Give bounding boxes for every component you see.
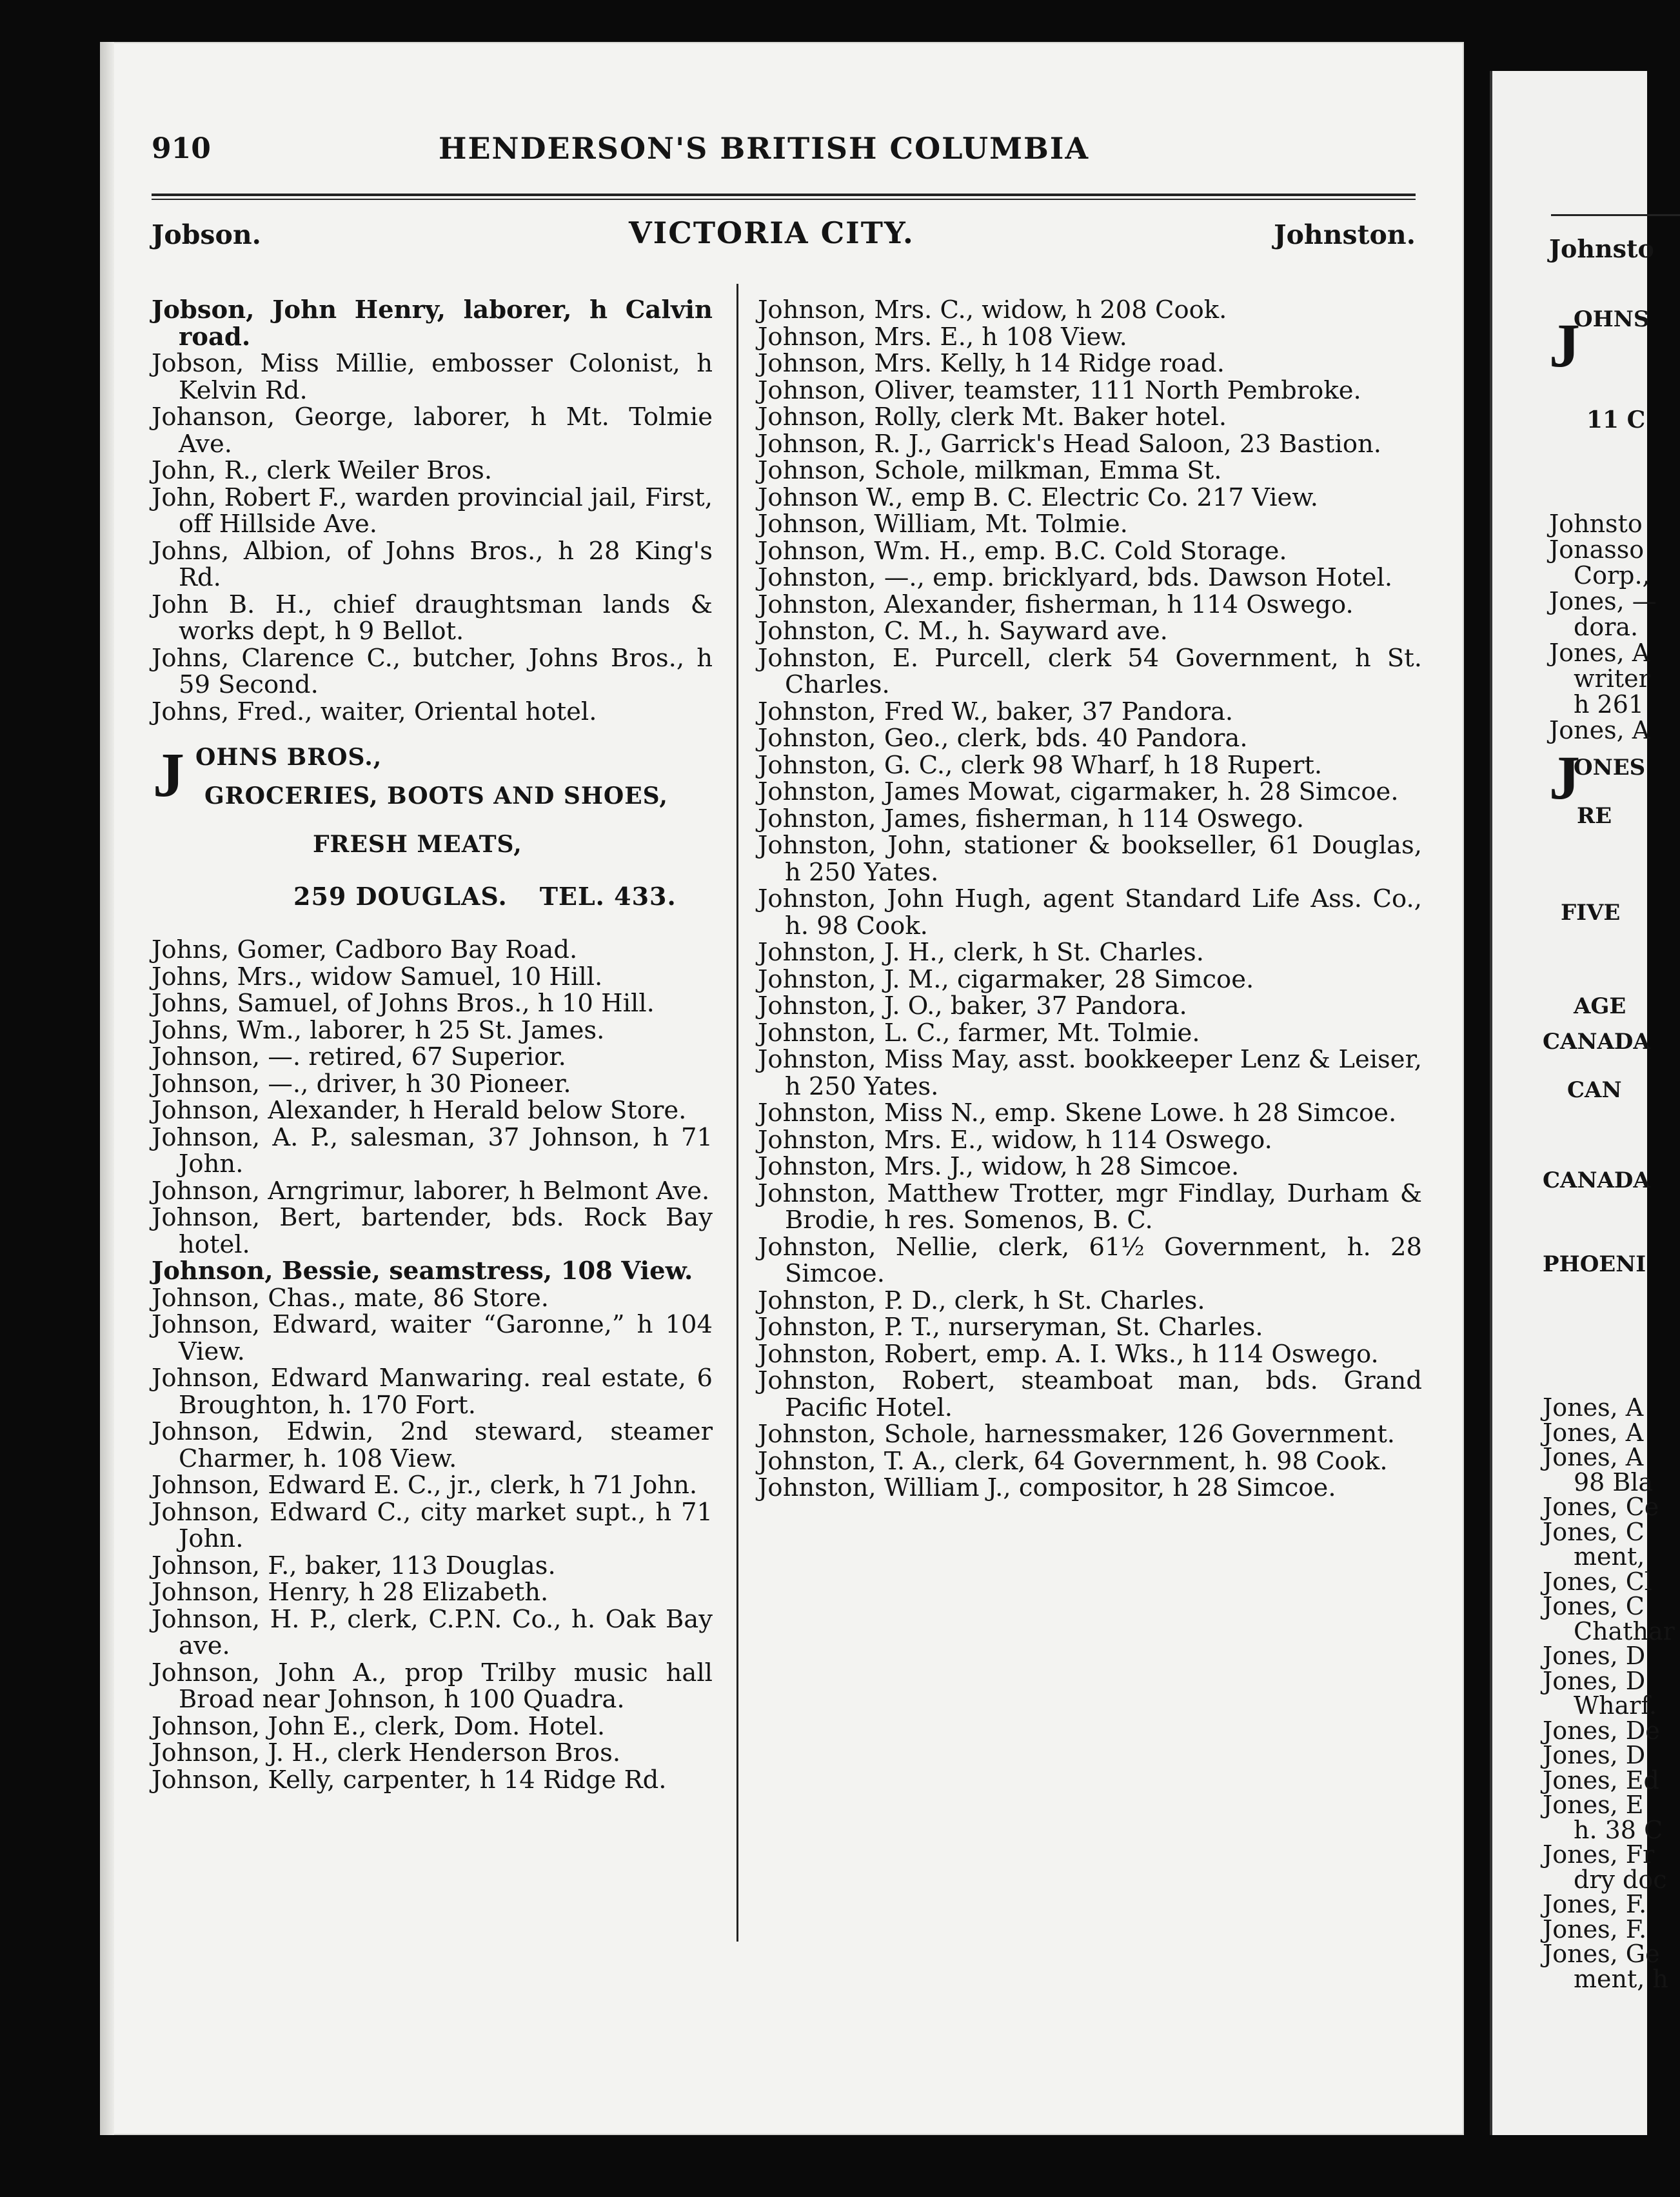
left-entries-top bbox=[152, 297, 713, 725]
directory-entry: Johnston, J. H., clerk, h St. Charles. bbox=[758, 938, 1205, 967]
directory-entry: Johns, Mrs., widow Samuel, 10 Hill. bbox=[152, 962, 603, 991]
directory-entry: Johnston, Robert, emp. A. I. Wks., h 114 Oswego. bbox=[758, 1339, 1379, 1369]
directory-entry: Jobson, John Henry, laborer, h Calvin road. bbox=[152, 295, 713, 352]
johns-bros-advertisement bbox=[152, 738, 713, 925]
directory-entry: Johnson, —. retired, 67 Superior. bbox=[152, 1042, 566, 1071]
directory-entry: Johnston, P. D., clerk, h St. Charles. bbox=[758, 1286, 1205, 1315]
next-page-fragment: Jones, Cl bbox=[1543, 1567, 1652, 1596]
directory-entry: John, R., clerk Weiler Bros. bbox=[152, 456, 493, 485]
directory-entry: John, Robert F., warden provincial jail, First, off Hillside Ave. bbox=[152, 482, 713, 539]
next-page-fragment: writer bbox=[1574, 664, 1650, 693]
directory-entry: Johnston, William J., compositor, h 28 Simcoe. bbox=[758, 1473, 1336, 1502]
directory-entry: Johnson, John A., prop Trilby music hall Broad near Johnson, h 100 Quadra. bbox=[152, 1658, 713, 1714]
ad-initial: J bbox=[153, 741, 184, 810]
next-page-fragment: Corp., bbox=[1574, 561, 1650, 590]
directory-entry: Johnston, John Hugh, agent Standard Life Ass. Co., h. 98 Cook. bbox=[758, 884, 1422, 940]
directory-entry: Johnson W., emp B. C. Electric Co. 217 View. bbox=[758, 482, 1318, 512]
directory-entry: Johns, Wm., laborer, h 25 St. James. bbox=[152, 1015, 605, 1045]
directory-entry: Johnson, Mrs. Kelly, h 14 Ridge road. bbox=[758, 349, 1225, 378]
directory-entry: Johnson, R. J., Garrick's Head Saloon, 23 Bastion. bbox=[758, 429, 1382, 459]
next-ad2-line: AGE bbox=[1574, 993, 1626, 1019]
directory-entry: Johnston, —., emp. bricklyard, bds. Dawson Hotel. bbox=[758, 563, 1393, 592]
left-entries-bottom bbox=[152, 937, 713, 1793]
directory-entry: Johnston, Nellie, clerk, 61½ Government, h. 28 Simcoe. bbox=[758, 1232, 1422, 1288]
next-ad2-line: RE bbox=[1577, 803, 1612, 829]
guide-word-right: Johnston. bbox=[1274, 219, 1416, 250]
next-ad2-initial: J bbox=[1549, 743, 1580, 812]
ad-company-name: OHNS BROS., bbox=[195, 744, 382, 771]
directory-entry: Johnston, Geo., clerk, bds. 40 Pandora. bbox=[758, 724, 1248, 753]
directory-entry: John B. H., chief draughtsman lands & works dept, h 9 Bellot. bbox=[152, 590, 713, 646]
next-page-fragment: Chathar bbox=[1574, 1616, 1675, 1645]
directory-entry: Johnson, Arngrimur, laborer, h Belmont Ave. bbox=[152, 1176, 710, 1206]
section-title: VICTORIA CITY. bbox=[629, 215, 914, 250]
next-ad2-line: CAN bbox=[1567, 1077, 1622, 1103]
next-page-fragment: dora. bbox=[1574, 613, 1639, 641]
next-page-fragment: Jones, C bbox=[1543, 1517, 1645, 1546]
next-page-fragment: Jones, Ed bbox=[1543, 1765, 1659, 1794]
directory-entry: Johnston, Mrs. J., widow, h 28 Simcoe. bbox=[758, 1152, 1240, 1181]
directory-entry: Johnston, G. C., clerk 98 Wharf, h 18 Rupert. bbox=[758, 750, 1323, 780]
next-page-fragment: ment, h bbox=[1574, 1964, 1668, 1993]
directory-entry: Johns, Fred., waiter, Oriental hotel. bbox=[152, 697, 597, 726]
directory-entry: Johnson, Mrs. E., h 108 View. bbox=[758, 322, 1127, 352]
directory-entry: Johnston, Alexander, fisherman, h 114 Oswego. bbox=[758, 590, 1354, 619]
column-divider bbox=[736, 284, 738, 1942]
directory-entry: Johnston, T. A., clerk, 64 Government, h. 98 Cook. bbox=[758, 1446, 1388, 1476]
next-page-fragment: h. 38 C bbox=[1574, 1815, 1663, 1844]
directory-entry: Johnson, Mrs. C., widow, h 208 Cook. bbox=[758, 295, 1227, 324]
ad-address: 259 DOUGLAS. bbox=[293, 882, 508, 911]
directory-entry: Johnston, Matthew Trotter, mgr Findlay, Durham & Brodie, h res. Somenos, B. C. bbox=[758, 1178, 1422, 1235]
next-page-fragment: Jones, De bbox=[1543, 1716, 1660, 1745]
next-ad2-line: CANADA bbox=[1543, 1168, 1650, 1193]
next-ad2-line: FIVE bbox=[1561, 900, 1621, 926]
next-page-fragment: Johnsto bbox=[1549, 510, 1643, 538]
page-number: 910 bbox=[152, 132, 211, 165]
directory-entry: Johnston, James Mowat, cigarmaker, h. 28 Simcoe. bbox=[758, 777, 1399, 806]
next-page-fragment: Jones, A bbox=[1549, 639, 1650, 667]
directory-entry: Jobson, Miss Millie, embosser Colonist, h Kelvin Rd. bbox=[152, 349, 713, 405]
next-page-rule bbox=[1551, 214, 1680, 216]
next-page-fragment: Jones, D bbox=[1543, 1666, 1646, 1695]
directory-entry: Johnson, H. P., clerk, C.P.N. Co., h. Oak Bay ave. bbox=[152, 1604, 713, 1660]
directory-entry: Johnson, Edwin, 2nd steward, steamer Charmer, h. 108 View. bbox=[152, 1417, 713, 1473]
header-rule bbox=[152, 194, 1416, 196]
next-page-fragment: Jones, A bbox=[1549, 716, 1650, 744]
directory-entry: Johns, Albion, of Johns Bros., h 28 King's Rd. bbox=[152, 536, 713, 592]
next-ad-initial: J bbox=[1549, 311, 1580, 380]
directory-entry: Johnston, Mrs. E., widow, h 114 Oswego. bbox=[758, 1125, 1272, 1155]
directory-entry: Johnston, Fred W., baker, 37 Pandora. bbox=[758, 697, 1234, 726]
directory-entry: Johnson, Bessie, seamstress, 108 View. bbox=[152, 1257, 693, 1286]
next-page-fragment: Jones, A bbox=[1543, 1443, 1644, 1471]
directory-entry: Johnston, Schole, harnessmaker, 126 Government. bbox=[758, 1420, 1396, 1449]
directory-entry: Johnson, John E., clerk, Dom. Hotel. bbox=[152, 1711, 606, 1741]
directory-entry: Johnston, C. M., h. Sayward ave. bbox=[758, 617, 1168, 646]
next-page-fragment: Jones, E bbox=[1543, 1791, 1644, 1819]
directory-entry: Johnston, E. Purcell, clerk 54 Government, h St. Charles. bbox=[758, 643, 1422, 699]
page-gutter bbox=[1490, 71, 1492, 2135]
directory-entry: Johnson, A. P., salesman, 37 Johnson, h 71 John. bbox=[152, 1122, 713, 1178]
left-column bbox=[152, 297, 713, 1793]
directory-entry: Johnson, Chas., mate, 86 Store. bbox=[152, 1283, 549, 1313]
next-ad2-text: ONES bbox=[1574, 755, 1646, 780]
next-page-fragment: Jones, A bbox=[1543, 1393, 1644, 1422]
next-page-fragment: 98 Bla bbox=[1574, 1467, 1654, 1496]
directory-entry: Johnston, J. O., baker, 37 Pandora. bbox=[758, 991, 1187, 1020]
directory-entry: Johnson, Alexander, h Herald below Store. bbox=[152, 1096, 687, 1125]
directory-entry: Johnson, Wm. H., emp. B.C. Cold Storage. bbox=[758, 536, 1287, 566]
directory-entry: Johnson, —., driver, h 30 Pioneer. bbox=[152, 1069, 571, 1098]
next-page-fragment: dry doc bbox=[1574, 1865, 1667, 1894]
directory-entry: Johnston, L. C., farmer, Mt. Tolmie. bbox=[758, 1018, 1200, 1048]
directory-entry: Johnson, Schole, milkman, Emma St. bbox=[758, 456, 1222, 485]
directory-entry: Johnston, John, stationer & bookseller, 61 Douglas, h 250 Yates. bbox=[758, 831, 1422, 887]
next-page-fragment: ment, bbox=[1574, 1542, 1645, 1571]
directory-entry: Johnson, Kelly, carpenter, h 14 Ridge Rd. bbox=[152, 1765, 667, 1794]
directory-entry: Johns, Samuel, of Johns Bros., h 10 Hill. bbox=[152, 989, 655, 1018]
next-page-fragment: Jones, Ce bbox=[1543, 1493, 1659, 1521]
directory-entry: Johnson, Edward C., city market supt., h 71 John. bbox=[152, 1497, 713, 1553]
directory-entry: Johnson, F., baker, 113 Douglas. bbox=[152, 1551, 556, 1580]
next-page-fragment: Jones, F. bbox=[1543, 1890, 1647, 1918]
right-entries bbox=[758, 297, 1422, 1502]
header-rule-thin bbox=[152, 199, 1416, 200]
next-page-fragment: Jones, F. bbox=[1543, 1914, 1647, 1944]
next-page-fragment: Jones, — bbox=[1549, 587, 1657, 615]
next-ad2-line: CANADA bbox=[1543, 1029, 1650, 1055]
directory-entry: Johnson, J. H., clerk Henderson Bros. bbox=[152, 1738, 621, 1767]
next-page-fragment: Wharf. bbox=[1574, 1691, 1657, 1720]
next-page-guide: Johnsto bbox=[1549, 234, 1654, 263]
directory-entry: Johnson, William, Mt. Tolmie. bbox=[758, 510, 1128, 539]
directory-entry: Johnston, P. T., nurseryman, St. Charles. bbox=[758, 1313, 1263, 1342]
directory-entry: Johnson, Henry, h 28 Elizabeth. bbox=[152, 1578, 549, 1607]
directory-entry: Johnston, Miss May, asst. bookkeeper Lenz & Leiser, h 250 Yates. bbox=[758, 1045, 1422, 1101]
directory-entry: Johnson, Edward, waiter “Garonne,” h 104 View. bbox=[152, 1310, 713, 1366]
directory-entry: Johnston, Robert, steamboat man, bds. Grand Pacific Hotel. bbox=[758, 1366, 1422, 1422]
directory-entry: Johnston, James, fisherman, h 114 Oswego. bbox=[758, 804, 1305, 833]
directory-entry: Johnson, Oliver, teamster, 111 North Pembroke. bbox=[758, 375, 1361, 405]
directory-entry: Johnson, Bert, bartender, bds. Rock Bay hotel. bbox=[152, 1203, 713, 1259]
directory-entry: Johnson, Edward Manwaring. real estate, 6 Broughton, h. 170 Fort. bbox=[152, 1364, 713, 1420]
ad-telephone: TEL. 433. bbox=[539, 882, 677, 911]
ad-line-groceries: GROCERIES, BOOTS AND SHOES, bbox=[204, 782, 668, 810]
next-ad-line: 11 C bbox=[1586, 406, 1646, 433]
ad-contact bbox=[293, 883, 677, 910]
page-binding bbox=[100, 42, 114, 2135]
directory-entry: Johnston, J. M., cigarmaker, 28 Simcoe. bbox=[758, 964, 1254, 994]
next-page-fragment: Jonasso bbox=[1549, 535, 1645, 564]
directory-entry: Johnston, Miss N., emp. Skene Lowe. h 28 Simcoe. bbox=[758, 1098, 1397, 1128]
next-ad2-line: PHOENI bbox=[1543, 1251, 1646, 1277]
next-page-fragment: Jones, A bbox=[1543, 1418, 1644, 1447]
directory-entry: Johanson, George, laborer, h Mt. Tolmie Ave. bbox=[152, 403, 713, 459]
next-ad-text: OHNS bbox=[1574, 306, 1650, 332]
next-page-edge bbox=[1490, 71, 1675, 2135]
next-page-fragment: Jones, Ge bbox=[1543, 1940, 1660, 1968]
page-header bbox=[152, 132, 1428, 171]
next-page-fragment: h 261 bbox=[1574, 690, 1645, 719]
running-title: HENDERSON'S BRITISH COLUMBIA bbox=[439, 131, 1090, 166]
directory-entry: Johnson, Rolly, clerk Mt. Baker hotel. bbox=[758, 403, 1227, 432]
right-column bbox=[758, 297, 1422, 1502]
directory-entry: Johns, Gomer, Cadboro Bay Road. bbox=[152, 935, 578, 964]
next-page-fragment: Jones, Fr bbox=[1543, 1840, 1655, 1869]
ad-line-meats: FRESH MEATS, bbox=[313, 831, 522, 858]
next-page-fragment: Jones, D bbox=[1543, 1741, 1646, 1769]
guide-header bbox=[152, 215, 1416, 258]
next-page-fragment: Jones, C bbox=[1543, 1592, 1645, 1620]
directory-entry: Johns, Clarence C., butcher, Johns Bros., h 59 Second. bbox=[152, 643, 713, 699]
directory-entry: Johnson, Edward E. C., jr., clerk, h 71 John. bbox=[152, 1471, 698, 1500]
next-page-fragment: Jones, D bbox=[1543, 1642, 1646, 1670]
guide-word-left: Jobson. bbox=[152, 219, 261, 250]
